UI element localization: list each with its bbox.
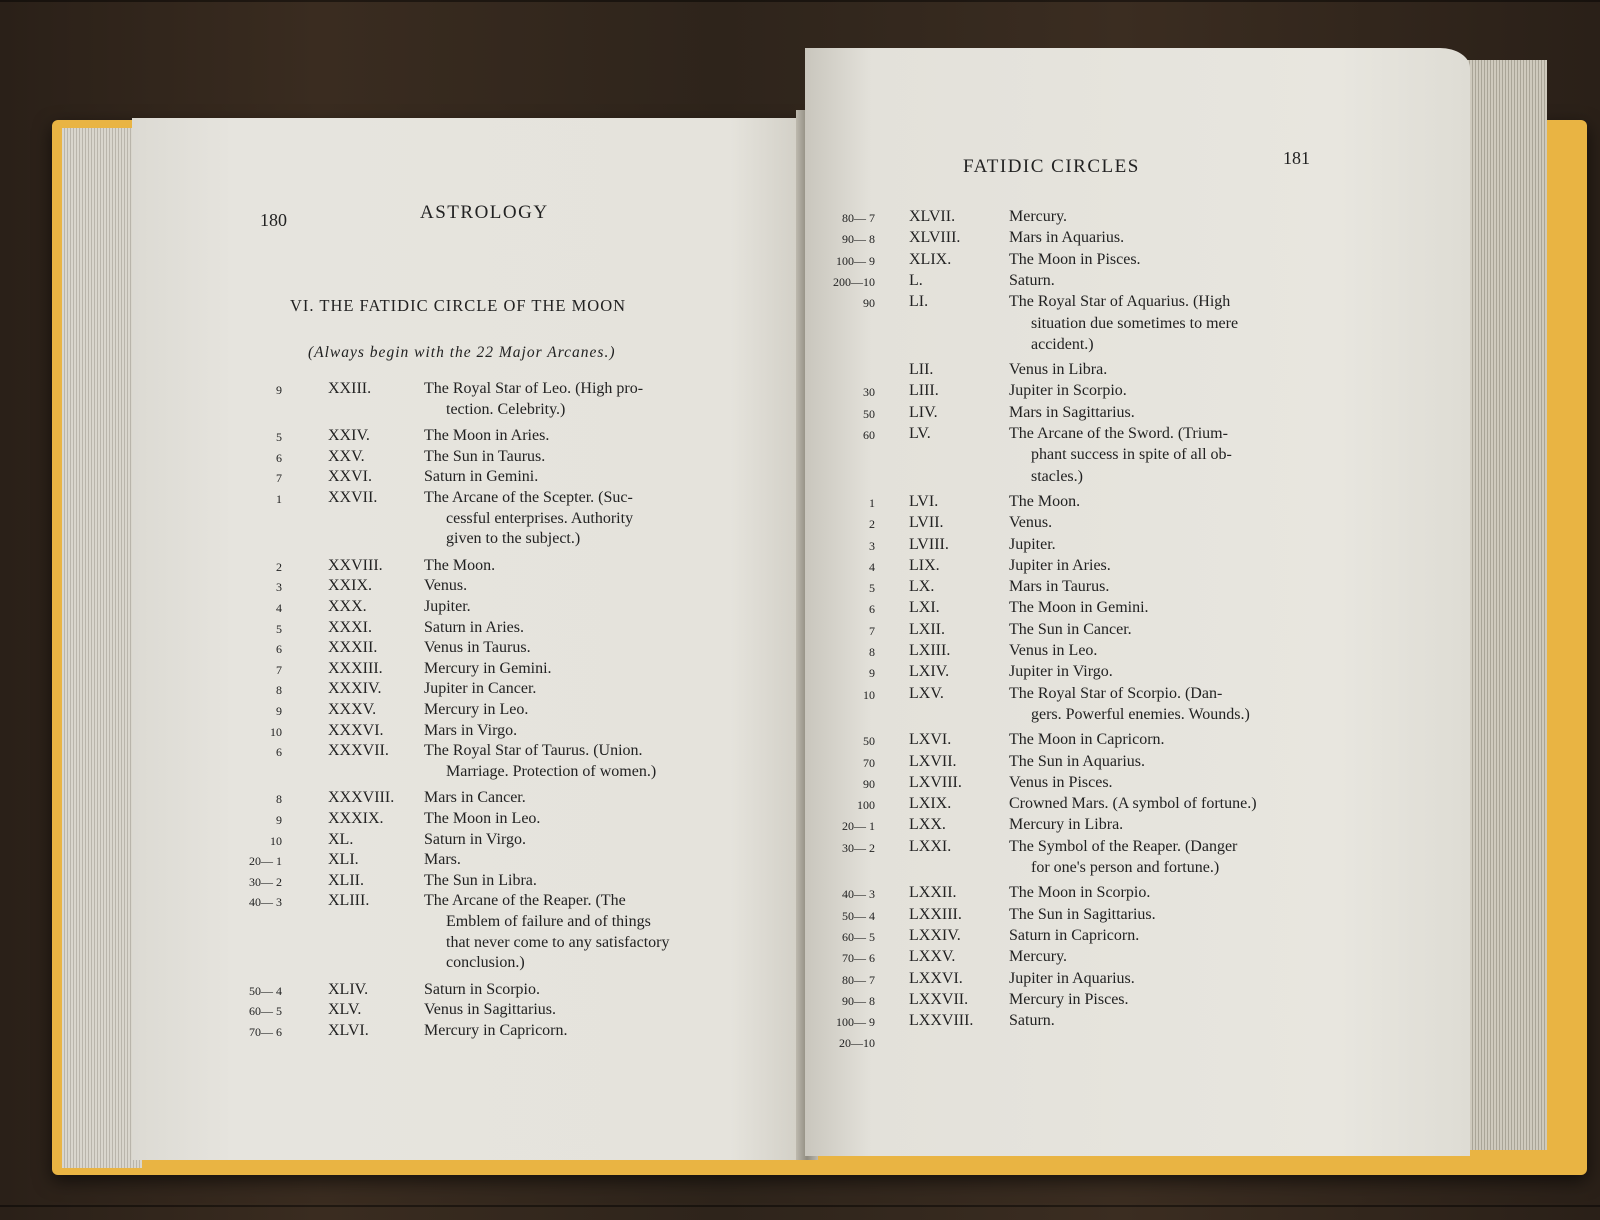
arcane-number: 40— 3: [249, 895, 282, 910]
arcane-number: 2: [276, 559, 282, 574]
entry-text: Jupiter in Aquarius.: [1009, 969, 1135, 987]
table-row: [805, 621, 1470, 641]
roman-numeral: LXII.: [909, 620, 945, 638]
table-row: [805, 685, 1470, 705]
entry-text: The Arcane of the Sword. (Trium-: [1009, 425, 1228, 442]
table-row: [805, 1033, 1470, 1053]
table-row: [805, 816, 1470, 836]
entry-text: The Sun in Sagittarius.: [1009, 905, 1156, 923]
table-row: [805, 906, 1470, 926]
entry-text: Saturn.: [1009, 271, 1055, 289]
roman-numeral: LXIII.: [909, 642, 951, 659]
table-row: [805, 514, 1470, 534]
table-row: [805, 927, 1470, 947]
arcane-number: 8: [869, 645, 875, 659]
roman-numeral: XXXIV.: [328, 680, 382, 698]
table-row: [805, 838, 1470, 858]
entry-text: The Sun in Taurus.: [424, 447, 546, 465]
table-row: [132, 851, 812, 871]
entry-continuation: for one's person and fortune.): [1031, 859, 1220, 876]
entry-text: Saturn in Aries.: [424, 618, 524, 636]
table-row: [805, 382, 1470, 402]
entry-continuation: situation due sometimes to mere: [1031, 314, 1239, 332]
table-row: [132, 789, 812, 809]
roman-numeral: LVIII.: [909, 535, 949, 553]
table-row: [805, 361, 1470, 381]
roman-numeral: LXXIV.: [909, 926, 961, 944]
roman-numeral: XXXII.: [328, 639, 378, 657]
wood-plank-seam: [0, 1205, 1600, 1207]
roman-numeral: XLVIII.: [909, 229, 961, 247]
entry-text: The Arcane of the Scepter. (Suc-: [424, 489, 633, 506]
table-row: [805, 970, 1470, 990]
roman-numeral: XXVII.: [328, 489, 378, 506]
entry-text: The Moon in Leo.: [424, 810, 541, 827]
arcane-number: 9: [276, 813, 282, 827]
roman-numeral: LIII.: [909, 382, 939, 400]
table-row: [805, 251, 1470, 271]
arcane-number: 20—10: [839, 1036, 875, 1051]
roman-numeral: XLV.: [328, 1001, 362, 1019]
entry-text: Venus in Libra.: [1009, 361, 1108, 379]
table-row: [132, 701, 812, 721]
table-row: [805, 663, 1470, 683]
table-row: [805, 578, 1470, 598]
table-row: [805, 272, 1470, 292]
arcane-number: 50: [863, 406, 875, 421]
entry-text: The Moon in Gemini.: [1009, 599, 1149, 617]
roman-numeral: XLIV.: [328, 980, 369, 998]
entry-text: The Royal Star of Taurus. (Union.: [424, 742, 643, 760]
roman-numeral: LVI.: [909, 492, 939, 510]
roman-numeral: LXX.: [909, 816, 946, 834]
arcane-number: 7: [869, 623, 875, 638]
page-number: 180: [260, 210, 287, 230]
arcane-number: 1: [276, 492, 282, 506]
table-row: [132, 722, 812, 742]
entry-text: Mercury in Leo.: [424, 701, 529, 718]
table-row: [132, 468, 812, 488]
entry-continuation: stacles.): [1031, 467, 1083, 485]
table-row: [805, 991, 1470, 1011]
arcane-number: 5: [276, 430, 282, 445]
arcane-number: 60— 5: [249, 1004, 282, 1019]
entry-continuation: conclusion.): [446, 954, 525, 972]
entry-continuation: Emblem of failure and of things: [446, 913, 651, 930]
table-row: [805, 795, 1470, 815]
roman-numeral: XLVII.: [909, 208, 956, 225]
page-edges-left: [62, 128, 142, 1168]
table-row: [132, 742, 812, 762]
arcane-number: 2: [869, 517, 875, 532]
arcane-number: 3: [869, 538, 875, 553]
entry-text: Jupiter in Virgo.: [1009, 663, 1113, 681]
roman-numeral: XLIII.: [328, 892, 370, 910]
table-row: [132, 660, 812, 680]
entry-text: Mercury in Capricorn.: [424, 1022, 568, 1039]
page-number: 181: [1283, 148, 1310, 168]
entry-text: Saturn in Scorpio.: [424, 980, 540, 998]
roman-numeral: XL.: [328, 830, 354, 848]
table-row: [805, 1012, 1470, 1032]
arcane-number: 4: [276, 601, 282, 615]
entry-text: The Moon.: [424, 556, 496, 574]
wood-plank-seam: [0, 0, 1600, 2]
entry-continuation: tection. Celebrity.): [446, 400, 566, 418]
entry-text: Jupiter.: [424, 598, 471, 615]
roman-numeral: XLII.: [328, 871, 364, 889]
table-row: [132, 981, 812, 1001]
roman-numeral: XXXI.: [328, 618, 372, 636]
table-row: [132, 680, 812, 700]
entry-text: The Sun in Aquarius.: [1009, 752, 1145, 770]
arcane-number: 4: [869, 559, 875, 574]
entry-text: Mars in Virgo.: [424, 721, 518, 739]
entry-text: Mars in Cancer.: [424, 789, 526, 807]
arcane-number: 30— 2: [249, 874, 282, 889]
roman-numeral: LI.: [909, 293, 929, 311]
roman-numeral: LIX.: [909, 556, 940, 574]
arcane-number: 90: [863, 296, 875, 311]
roman-numeral: L.: [909, 271, 923, 289]
roman-numeral: LXVIII.: [909, 773, 962, 791]
roman-numeral: XXVI.: [328, 468, 372, 486]
entry-text: Saturn in Gemini.: [424, 468, 539, 486]
entry-text: Mercury in Libra.: [1009, 816, 1124, 834]
arcane-number: 50: [863, 734, 875, 749]
roman-numeral: LXXIII.: [909, 905, 962, 923]
roman-numeral: LX.: [909, 578, 935, 596]
entry-text: The Moon in Scorpio.: [1009, 884, 1151, 902]
table-row: [132, 619, 812, 639]
arcane-number: 100: [857, 798, 875, 813]
roman-numeral: LXXI.: [909, 837, 952, 855]
arcane-number: 70: [863, 755, 875, 770]
entry-text: Mars in Aquarius.: [1009, 229, 1125, 247]
entry-text: The Royal Star of Scorpio. (Dan-: [1009, 684, 1223, 702]
table-row: [132, 1001, 812, 1021]
entry-text: Venus in Taurus.: [424, 639, 531, 657]
roman-numeral: XXVIII.: [328, 556, 383, 574]
roman-numeral: LIV.: [909, 403, 938, 421]
entry-text: Jupiter in Scorpio.: [1009, 382, 1127, 400]
roman-numeral: XXV.: [328, 447, 365, 465]
section-note: (Always begin with the 22 Major Arcanes.): [308, 344, 616, 361]
roman-numeral: XLIX.: [909, 250, 952, 268]
table-row: [805, 229, 1470, 249]
right-page: [805, 48, 1470, 1156]
entry-text: Mars.: [424, 851, 461, 869]
arcane-number: 8: [276, 683, 282, 698]
entry-text: Mercury.: [1009, 208, 1068, 225]
entry-text: Venus in Pisces.: [1009, 773, 1113, 791]
entry-text: The Moon in Pisces.: [1009, 250, 1141, 268]
arcane-number: 1: [869, 495, 875, 510]
entry-continuation: cessful enterprises. Authority: [446, 509, 634, 527]
arcane-number: 30: [863, 385, 875, 400]
arcane-number: 6: [276, 642, 282, 657]
entry-text: Jupiter in Aries.: [1009, 556, 1111, 574]
roman-numeral: XLVI.: [328, 1022, 369, 1039]
roman-numeral: LXVI.: [909, 731, 952, 749]
entry-text: Crowned Mars. (A symbol of fortune.): [1009, 795, 1257, 813]
table-row: [132, 872, 812, 892]
entry-text: The Moon in Capricorn.: [1009, 731, 1165, 749]
entry-continuation: Marriage. Protection of women.): [446, 762, 657, 780]
entry-text: Venus.: [424, 577, 468, 595]
entry-text: Mercury in Gemini.: [424, 659, 552, 677]
table-row: [805, 642, 1470, 662]
entry-text: Saturn in Virgo.: [424, 830, 527, 848]
table-row: [132, 892, 812, 912]
table-row: [805, 948, 1470, 968]
entry-text: The Sun in Cancer.: [1009, 620, 1132, 638]
roman-numeral: XXXVII.: [328, 742, 389, 760]
entry-continuation: gers. Powerful enemies. Wounds.): [1031, 705, 1250, 723]
roman-numeral: XXIII.: [328, 380, 372, 397]
entry-text: The Sun in Libra.: [424, 871, 537, 889]
left-page: [132, 118, 812, 1160]
roman-numeral: LII.: [909, 361, 934, 379]
roman-numeral: XXXIX.: [328, 810, 384, 827]
section-title: VI. THE FATIDIC CIRCLE OF THE MOON: [290, 296, 627, 315]
roman-numeral: LXXV.: [909, 948, 956, 966]
arcane-number: 60— 5: [842, 929, 875, 944]
roman-numeral: LXXVI.: [909, 969, 963, 987]
roman-numeral: LXI.: [909, 599, 940, 617]
table-row: [805, 208, 1470, 228]
entry-text: The Moon in Aries.: [424, 427, 550, 445]
entry-text: The Royal Star of Leo. (High pro-: [424, 380, 644, 397]
table-row: [805, 425, 1470, 445]
roman-numeral: XXXV.: [328, 701, 377, 718]
roman-numeral: XXIV.: [328, 427, 370, 445]
table-row: [805, 493, 1470, 513]
table-row: [805, 599, 1470, 619]
running-head: ASTROLOGY: [420, 202, 549, 223]
table-row: [132, 427, 812, 447]
table-row: [132, 598, 812, 618]
entry-continuation: phant success in spite of all ob-: [1031, 446, 1232, 464]
table-row: [132, 380, 812, 400]
entry-text: The Arcane of the Reaper. (The: [424, 892, 626, 910]
arcane-number: 9: [869, 666, 875, 681]
arcane-number: 50— 4: [249, 983, 282, 998]
arcane-number: 6: [276, 745, 282, 760]
table-row: [132, 639, 812, 659]
table-row: [805, 536, 1470, 556]
arcane-number: 100— 9: [836, 1015, 875, 1030]
arcane-number: 90— 8: [842, 232, 875, 247]
arcane-number: 40— 3: [842, 887, 875, 902]
table-row: [132, 577, 812, 597]
entry-text: Venus in Leo.: [1009, 642, 1098, 659]
arcane-number: 5: [869, 581, 875, 596]
arcane-number: 200—10: [833, 274, 875, 289]
arcane-number: 30— 2: [842, 840, 875, 855]
entry-text: Saturn in Capricorn.: [1009, 926, 1140, 944]
entry-text: The Royal Star of Aquarius. (High: [1009, 293, 1231, 311]
roman-numeral: LXIX.: [909, 795, 952, 813]
table-row: [132, 448, 812, 468]
arcane-number: 5: [276, 621, 282, 636]
arcane-number: 6: [869, 602, 875, 617]
table-row: [805, 884, 1470, 904]
roman-numeral: XLI.: [328, 851, 359, 869]
arcane-number: 10: [270, 724, 282, 739]
table-row: [805, 774, 1470, 794]
arcane-number: 9: [276, 383, 282, 397]
roman-numeral: LXIV.: [909, 663, 950, 681]
entry-text: Venus in Sagittarius.: [424, 1001, 556, 1019]
entry-text: Jupiter in Cancer.: [424, 680, 537, 698]
table-row: [805, 293, 1470, 313]
table-row: [805, 557, 1470, 577]
roman-numeral: LXXVII.: [909, 990, 969, 1008]
arcane-number: 10: [863, 687, 875, 702]
entry-text: Saturn.: [1009, 1012, 1055, 1030]
arcane-number: 7: [276, 662, 282, 677]
roman-numeral: XXXIII.: [328, 659, 383, 677]
table-row: [805, 753, 1470, 773]
table-row: [132, 557, 812, 577]
arcane-number: 80— 7: [842, 211, 875, 225]
entry-text: Mars in Taurus.: [1009, 578, 1110, 596]
roman-numeral: LXXII.: [909, 884, 957, 902]
entry-text: The Symbol of the Reaper. (Danger: [1009, 837, 1238, 855]
arcane-number: 20— 1: [249, 854, 282, 869]
arcane-number: 20— 1: [842, 819, 875, 834]
entry-continuation: accident.): [1031, 335, 1094, 353]
roman-numeral: LXVII.: [909, 752, 957, 770]
arcane-number: 60: [863, 428, 875, 442]
roman-numeral: LXV.: [909, 684, 944, 702]
arcane-number: 7: [276, 471, 282, 486]
entry-text: The Moon.: [1009, 492, 1081, 510]
roman-numeral: LXXVIII.: [909, 1012, 974, 1030]
entry-text: Mercury in Pisces.: [1009, 990, 1129, 1008]
arcane-number: 9: [276, 704, 282, 718]
roman-numeral: LV.: [909, 425, 931, 442]
arcane-number: 70— 6: [842, 951, 875, 966]
roman-numeral: LVII.: [909, 514, 944, 532]
table-row: [132, 1022, 812, 1042]
entry-text: Jupiter.: [1009, 535, 1056, 553]
table-row: [132, 489, 812, 509]
arcane-number: 10: [270, 833, 282, 848]
entry-text: Mercury.: [1009, 948, 1068, 966]
entry-text: Mars in Sagittarius.: [1009, 403, 1135, 421]
roman-numeral: XXXVI.: [328, 721, 384, 739]
entry-continuation: given to the subject.): [446, 530, 581, 548]
table-row: [132, 831, 812, 851]
arcane-number: 90— 8: [842, 993, 875, 1008]
arcane-number: 100— 9: [836, 253, 875, 268]
arcane-number: 90: [863, 776, 875, 791]
table-row: [132, 810, 812, 830]
table-row: [805, 731, 1470, 751]
arcane-number: 70— 6: [249, 1025, 282, 1039]
roman-numeral: XXIX.: [328, 577, 372, 595]
roman-numeral: XXXVIII.: [328, 789, 395, 807]
entry-text: Venus.: [1009, 514, 1053, 532]
roman-numeral: XXX.: [328, 598, 367, 615]
entry-continuation: that never come to any satisfactory: [446, 933, 670, 951]
arcane-number: 6: [276, 450, 282, 465]
running-head: FATIDIC CIRCLES: [963, 156, 1140, 177]
table-row: [805, 404, 1470, 424]
arcane-number: 50— 4: [842, 908, 875, 923]
arcane-number: 8: [276, 792, 282, 807]
arcane-number: 3: [276, 580, 282, 595]
arcane-number: 80— 7: [842, 972, 875, 987]
